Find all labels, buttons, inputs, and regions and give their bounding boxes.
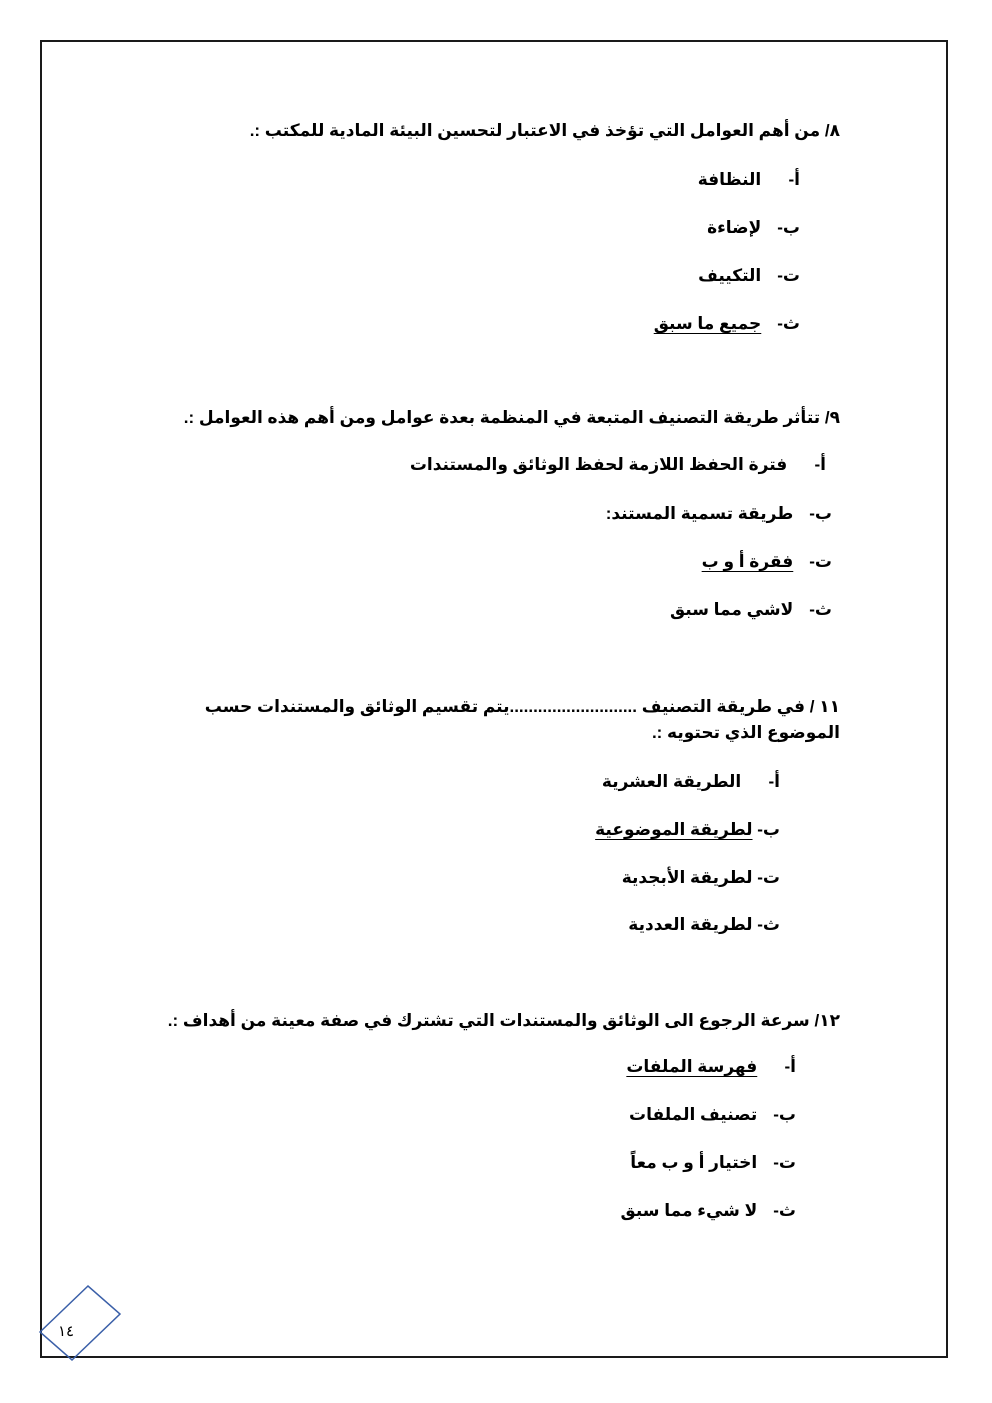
option-text-correct: فقرة أ و ب <box>701 552 794 571</box>
option-a <box>698 168 800 192</box>
option-a <box>410 453 826 477</box>
option-text: فترة الحفظ اللازمة لحفظ الوثائق والمستندات <box>409 455 788 474</box>
question-12 <box>150 1008 840 1034</box>
option-text: تصنيف الملفات <box>629 1105 758 1124</box>
question-text: في طريقة التصنيف ...........................يتم تقسيم الوثائق والمستندات حسب الموضوع الذي تحتويه :. <box>204 697 840 742</box>
option-b <box>606 502 832 526</box>
question-number: ١٢/ <box>814 1011 840 1030</box>
option-text: لطريقة الأبجدية <box>621 868 753 887</box>
question-text: من أهم العوامل التي تؤخذ في الاعتبار لتحسين البيئة المادية للمكتب :. <box>249 121 821 140</box>
option-text: لا شيء مما سبق <box>620 1201 758 1220</box>
option-text: لطريقة العددية <box>628 915 753 934</box>
option-text: لإضاءة <box>707 218 762 237</box>
option-letter: أ- <box>788 170 800 189</box>
option-letter: ب- <box>809 504 832 523</box>
option-letter: ت- <box>809 552 832 571</box>
option-letter: ب- <box>777 218 800 237</box>
option-d <box>621 1199 796 1223</box>
option-b <box>595 818 780 842</box>
page-number-diamond <box>36 1284 126 1364</box>
option-a <box>602 770 780 794</box>
option-letter: ب- <box>773 1105 796 1124</box>
option-letter: ث- <box>777 314 800 333</box>
option-text: اختيار أ و ب معاً <box>630 1153 758 1172</box>
option-c <box>630 1151 796 1175</box>
option-b <box>707 216 800 240</box>
option-c <box>698 264 800 288</box>
option-letter: ث- <box>773 1201 796 1220</box>
option-c <box>702 550 832 574</box>
question-9 <box>150 405 840 431</box>
option-letter: ت- <box>773 1153 796 1172</box>
option-d <box>670 598 832 622</box>
question-number: ٩/ <box>824 408 840 427</box>
option-letter: ث- <box>757 915 780 934</box>
option-b <box>629 1103 796 1127</box>
option-text: لاشي مما سبق <box>669 600 794 619</box>
option-letter: ث- <box>809 600 832 619</box>
question-text: تتأثر طريقة التصنيف المتبعة في المنظمة بعدة عوامل ومن أهم هذه العوامل :. <box>183 408 821 427</box>
question-text: سرعة الرجوع الى الوثائق والمستندات التي تشترك في صفة معينة من أهداف :. <box>167 1011 810 1030</box>
option-text-correct: لطريقة الموضوعية <box>595 820 753 839</box>
option-text: النظافة <box>697 170 762 189</box>
question-number: ١١ / <box>809 697 840 716</box>
option-d <box>654 312 800 336</box>
option-a <box>626 1055 796 1079</box>
option-text-correct: فهرسة الملفات <box>626 1057 758 1076</box>
option-letter: أ- <box>814 455 826 474</box>
option-c <box>622 866 780 890</box>
question-number: ٨/ <box>824 121 840 140</box>
page-number: ١٤ <box>58 1324 75 1340</box>
option-letter: ت- <box>777 266 800 285</box>
question-11 <box>150 694 840 746</box>
question-8 <box>150 118 840 144</box>
option-letter: أ- <box>768 772 780 791</box>
option-text: الطريقة العشرية <box>601 772 742 791</box>
option-letter: أ- <box>784 1057 796 1076</box>
option-text: التكييف <box>698 266 762 285</box>
option-d <box>628 913 780 937</box>
option-letter: ت- <box>757 868 780 887</box>
option-letter: ب- <box>757 820 780 839</box>
option-text-correct: جميع ما سبق <box>653 314 762 333</box>
option-text: طريقة تسمية المستند: <box>605 504 794 523</box>
